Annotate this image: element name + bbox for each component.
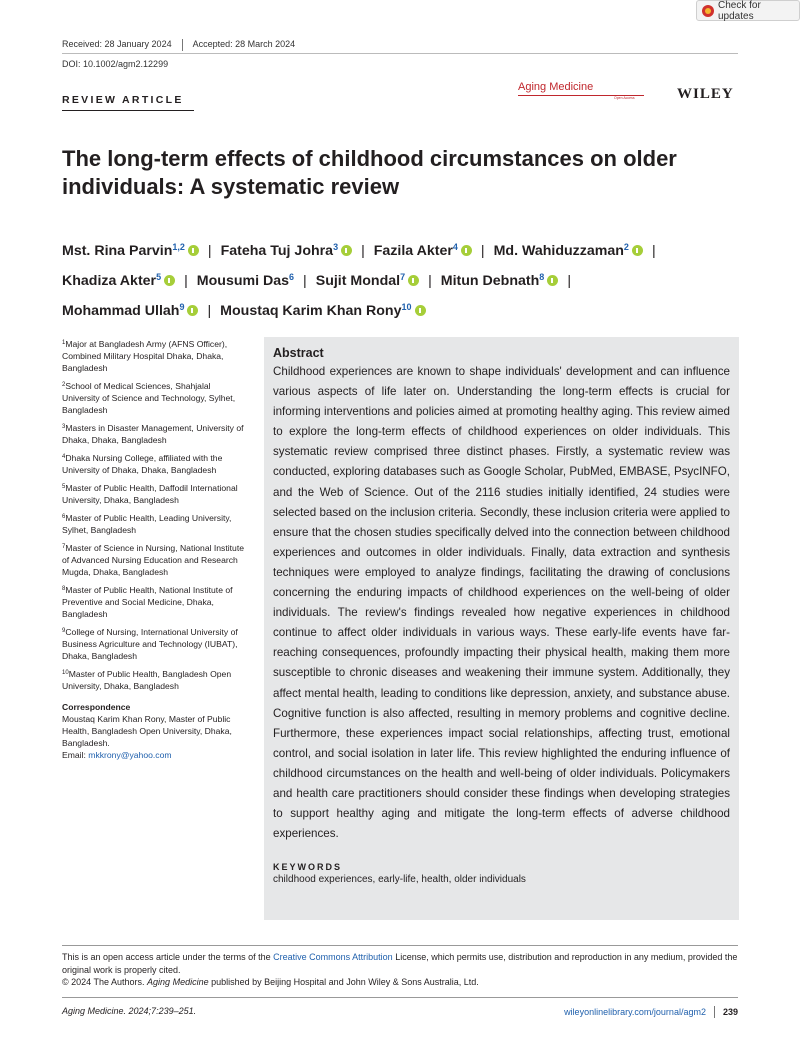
abstract-text: Childhood experiences are known to shape individuals' development and can influence various aspects of life later on. Understanding the long-term effects is crucial for informing interventions and policies aimed at promoting healthy aging. This review aimed to explore the long-term effects of childhood experiences on older individuals. This systematic review comprised three distinct phases. Firstly, a systematic review was conducted, exploring databases such as Google Scholar, PubMed, EMBASE, PsycINFO, and the Web of Science. Out of the 2116 studies initially identified, 24 studies were selected based on the inclusion criteria. Secondly, these inclusion criteria were applied to ensure that the chosen studies specifically delved into the connection between childhood experiences and outcomes in older individuals. Finally, data extraction and synthesis techniques were employed to analyze findings, facilitating the drawing of conclusions concerning the enduring impacts of childhood experiences on the well-being of older individuals. The review's findings revealed how negative experiences in childhood continue to affect older individuals in various ways. These early-life events have far-reaching consequences, profoundly impacting their physical health, making them more susceptible to chronic diseases and weakening their immune system. Additionally, they affect mental health, leading to conditions like depression, anxiety, and substance abuse. Cognitive function is also affected, resulting in memory problems and cognitive decline. Furthermore, these experiences impact social relationships, affecting trust, emotional control, and social isolation in later life. This review highlighted the enduring influence of childhood circumstances on the health and well-being of older individuals. Policymakers and health care practitioners should consider these findings when developing strategies to support healthy aging and mitigate the long-term effects of adverse childhood experiences. [273, 365, 730, 841]
check-for-updates-label: Check for updates [718, 0, 761, 22]
author[interactable]: Mousumi Das$^6$ [196, 272, 295, 289]
author[interactable]: Sujit Mondal$^7$ [316, 273, 419, 289]
orcid-icon[interactable] [408, 275, 419, 286]
affiliation: $^3$Masters in Disaster Management, University of Dhaka, Dhaka, Bangladesh [62, 423, 244, 445]
doi: DOI: 10.1002/agm2.12299 [62, 59, 169, 69]
page-footer [564, 1006, 738, 1018]
author[interactable]: Mitun Debnath$^8$ [441, 273, 559, 289]
author[interactable]: Fateha Tuj Johra$^3$ [221, 243, 352, 259]
orcid-icon[interactable] [547, 275, 558, 286]
date-divider [182, 39, 183, 51]
license-link[interactable]: Creative Commons Attribution [273, 952, 393, 962]
orcid-icon[interactable] [461, 245, 472, 256]
article-dates [62, 39, 295, 51]
footer-separator [714, 1006, 715, 1018]
article-title: The long-term effects of childhood circumstances on older individuals: A systematic review [62, 146, 677, 199]
page-number: 239 [722, 1007, 738, 1017]
journal-url-link[interactable]: wileyonlinelibrary.com/journal/agm2 [564, 1007, 706, 1017]
affiliation: $^4$Dhaka Nursing College, affiliated with the University of Dhaka, Dhaka, Bangladesh [62, 453, 223, 475]
header-divider [62, 53, 738, 54]
affiliation: $^7$Master of Science in Nursing, National Institute of Advanced Nursing Education and Research Mugda, Dhaka, Bangladesh [62, 543, 244, 577]
affiliation: $^6$Master of Public Health, Leading University, Sylhet, Bangladesh [62, 513, 232, 535]
affiliation: $^{10}$Master of Public Health, Bangladesh Open University, Dhaka, Bangladesh [62, 669, 232, 691]
crossmark-icon [702, 5, 714, 17]
correspondence-email: Email: mkkrony@yahoo.com [62, 750, 172, 760]
orcid-icon[interactable] [341, 245, 352, 256]
author[interactable]: Mohammad Ullah$^9$ [62, 303, 198, 319]
author[interactable]: Mst. Rina Parvin$^{1,2}$ [62, 243, 199, 259]
orcid-icon[interactable] [188, 245, 199, 256]
page-footer-divider [62, 997, 738, 998]
article-type: REVIEW ARTICLE [62, 94, 184, 106]
accepted-date: Accepted: 28 March 2024 [192, 39, 296, 49]
article-type-underline [62, 110, 194, 111]
email-link[interactable]: mkkrony@yahoo.com [88, 750, 172, 760]
affiliation: $^9$College of Nursing, International University of Business Agriculture and Technology (IUBAT), Dhaka, Bangladesh [62, 627, 238, 661]
orcid-icon[interactable] [187, 305, 198, 316]
affiliation: $^5$Master of Public Health, Daffodil International University, Dhaka, Bangladesh [62, 483, 238, 505]
author[interactable]: Fazila Akter$^4$ [374, 243, 472, 259]
abstract-box [264, 337, 739, 920]
journal-open-access-tag: Open Access [614, 96, 635, 100]
orcid-icon[interactable] [415, 305, 426, 316]
keywords: childhood experiences, early-life, health, older individuals [273, 874, 526, 886]
publisher-logo: WILEY [677, 86, 734, 102]
affiliations [62, 337, 250, 761]
affiliation: $^2$School of Medical Sciences, Shahjalal University of Science and Technology, Sylhet, Bangladesh [62, 381, 236, 415]
citation: Aging Medicine. 2024;7:239–251. [62, 1006, 197, 1016]
check-for-updates-button[interactable] [696, 0, 800, 21]
abstract-heading: Abstract [273, 346, 324, 360]
keywords-heading: KEYWORDS [273, 862, 343, 873]
author[interactable]: Khadiza Akter$^5$ [62, 273, 175, 289]
license-notice: This is an open access article under the terms of the Creative Commons Attribution License, which permits use, distribution and reproduction in any medium, provided the original work is properly cited. © 2024 The Authors. Aging Medicine published by Beijing Hospital and John Wiley & Sons Australia, Ltd. [62, 952, 738, 987]
correspondence-heading: Correspondence [62, 702, 131, 712]
received-date: Received: 28 January 2024 [62, 39, 172, 49]
author[interactable]: Md. Wahiduzzaman$^2$ [494, 243, 643, 259]
author-list: Mst. Rina Parvin$^{1,2}$ | Fateha Tuj Johra$^3$ | Fazila Akter$^4$ | Md. Wahiduzzaman$^2$ | Khadiza Akter$^5$ | Mousumi Das$^6$ | Sujit Mondal$^7$ | Mitun Debnath$^8$ | Mohammad Ullah$^9$ | Moustaq Karim Khan Rony$^{10}$ [62, 242, 656, 319]
footer-divider [62, 945, 738, 946]
orcid-icon[interactable] [632, 245, 643, 256]
journal-logo: Aging Medicine [518, 81, 594, 93]
author[interactable]: Moustaq Karim Khan Rony$^{10}$ [220, 303, 425, 319]
correspondence-text: Moustaq Karim Khan Rony, Master of Public Health, Bangladesh Open University, Dhaka, Bangladesh. [62, 714, 232, 748]
affiliation: $^1$Major at Bangladesh Army (AFNS Officer), Combined Military Hospital Dhaka, Dhaka, Bangladesh [62, 339, 228, 373]
orcid-icon[interactable] [164, 275, 175, 286]
affiliation: $^8$Master of Public Health, National Institute of Preventive and Social Medicine, Dhaka, Bangladesh [62, 585, 233, 619]
